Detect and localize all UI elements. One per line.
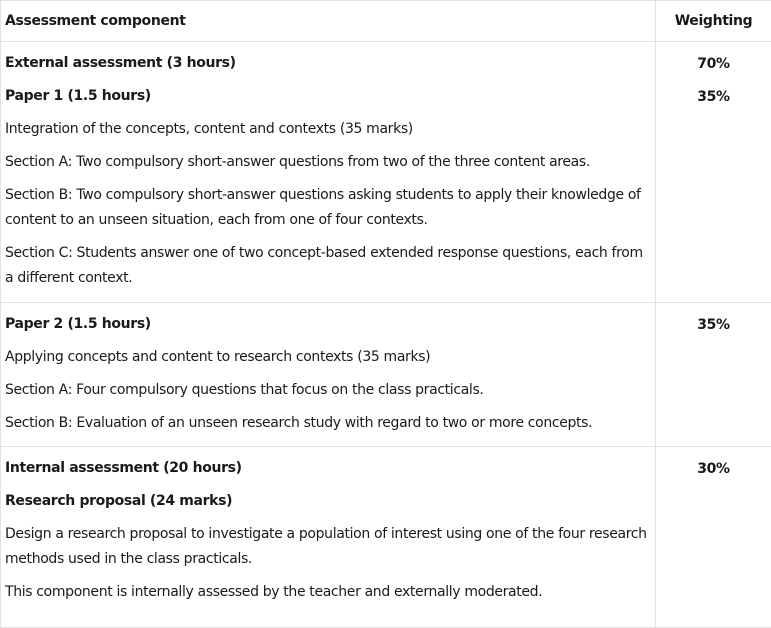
paper-2-weight-cell: [656, 303, 771, 447]
paper-1-description: Integration of the concepts, content and contexts (35 marks): [5, 117, 649, 142]
table-row-internal: [1, 447, 771, 628]
paper-1-content-cell: [1, 42, 656, 303]
paper-2-title: Paper 2 (1.5 hours): [5, 312, 649, 337]
paper-1-weight: 35%: [656, 85, 771, 110]
column-header-weighting: Weighting: [656, 1, 771, 42]
paper-1-title: Paper 1 (1.5 hours): [5, 84, 649, 109]
research-proposal-description: Design a research proposal to investigate a population of interest using one of the four research methods used in the class practicals.: [5, 522, 649, 572]
research-proposal-title: Research proposal (24 marks): [5, 489, 649, 514]
internal-assessment-heading: Internal assessment (20 hours): [5, 456, 649, 481]
paper-1-weight-cell: [656, 42, 771, 303]
external-assessment-weight: 70%: [656, 52, 771, 77]
external-assessment-heading: External assessment (3 hours): [5, 51, 649, 76]
column-header-component: Assessment component: [1, 1, 656, 42]
internal-weight-cell: [656, 447, 771, 628]
paper-2-content-cell: [1, 303, 656, 447]
paper-2-section-b: Section B: Evaluation of an unseen research study with regard to two or more concepts.: [5, 411, 649, 436]
internal-content-cell: [1, 447, 656, 628]
paper-1-section-a: Section A: Two compulsory short-answer questions from two of the three content areas.: [5, 150, 649, 175]
paper-1-section-c: Section C: Students answer one of two concept-based extended response questions, each from a different context.: [5, 241, 649, 291]
internal-moderation-note: This component is internally assessed by the teacher and externally moderated.: [5, 580, 649, 605]
paper-1-section-b: Section B: Two compulsory short-answer questions asking students to apply their knowledge of content to an unseen situation, each from one of four contexts.: [5, 183, 649, 233]
internal-assessment-weight: 30%: [656, 457, 771, 482]
paper-2-description: Applying concepts and content to research contexts (35 marks): [5, 345, 649, 370]
paper-2-weight: 35%: [656, 313, 771, 338]
paper-2-section-a: Section A: Four compulsory questions that focus on the class practicals.: [5, 378, 649, 403]
table-row-paper-1: [1, 42, 771, 303]
table-header-row: [1, 1, 771, 42]
table-row-paper-2: [1, 303, 771, 447]
